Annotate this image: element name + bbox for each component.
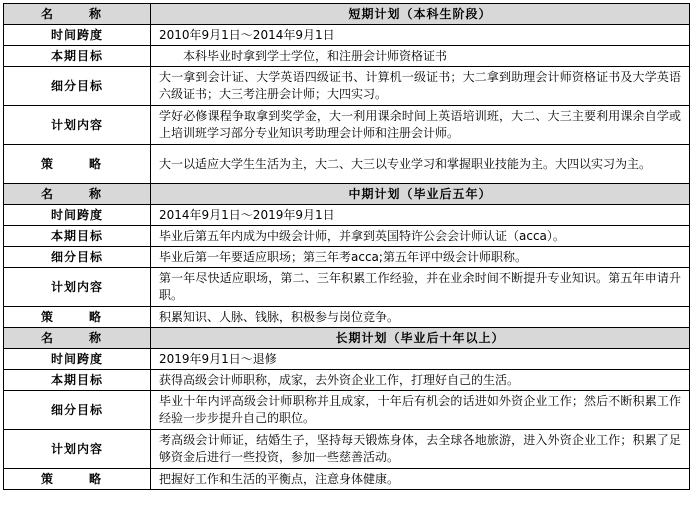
row-value: 毕业后第一年要适应职场；第三年考acca;第五年评中级会计师职称。	[151, 247, 690, 268]
row-label: 本期目标	[4, 46, 151, 67]
table-row	[4, 67, 690, 106]
row-value: 第一年尽快适应职场，第二、三年积累工作经验，并在业余时间不断提升专业知识。第五年申请升职。	[151, 268, 690, 307]
header-label: 名 称	[4, 328, 151, 349]
header-label: 名 称	[4, 4, 151, 25]
row-value: 学好必修课程争取拿到奖学金，大一利用课余时间上英语培训班，大二、大三主要利用课余自学或上培训班学习部分专业知识考助理会计师和注册会计师。	[151, 106, 690, 145]
row-value: 2014年9月1日～2019年9月1日	[151, 205, 690, 226]
section-header-long-term	[4, 328, 690, 349]
row-label: 时间跨度	[4, 205, 151, 226]
row-value: 2010年9月1日～2014年9月1日	[151, 25, 690, 46]
row-label: 策 略	[4, 469, 151, 490]
row-label: 时间跨度	[4, 349, 151, 370]
table-row	[4, 205, 690, 226]
row-value: 2019年9月1日～退修	[151, 349, 690, 370]
row-label: 细分目标	[4, 247, 151, 268]
row-value: 大一拿到会计证、大学英语四级证书、计算机一级证书；大二拿到助理会计师资格证书及大学英语六级证书；大三考注册会计师；大四实习。	[151, 67, 690, 106]
row-value: 获得高级会计师职称，成家，去外资企业工作，打理好自己的生活。	[151, 370, 690, 391]
table-row	[4, 247, 690, 268]
section-header-short-term	[4, 4, 690, 25]
row-value: 毕业后第五年内成为中级会计师，并拿到英国特许公会会计师认证（acca）。	[151, 226, 690, 247]
section-header-mid-term	[4, 184, 690, 205]
table-row	[4, 349, 690, 370]
table-row	[4, 430, 690, 469]
row-value: 考高级会计师证，结婚生子，坚持每天锻炼身体，去全球各地旅游，进入外资企业工作；积累了足够资金后进行一些投资，参加一些慈善活动。	[151, 430, 690, 469]
row-label: 细分目标	[4, 391, 151, 430]
row-value: 毕业十年内评高级会计师职称并且成家，十年后有机会的话进如外资企业工作；然后不断积累工作经验一步步提升自己的职位。	[151, 391, 690, 430]
row-label: 策 略	[4, 307, 151, 328]
row-label: 本期目标	[4, 226, 151, 247]
table-row	[4, 370, 690, 391]
row-value: 大一以适应大学生生活为主，大二、大三以专业学习和掌握职业技能为主。大四以实习为主。	[151, 145, 690, 184]
row-label: 计划内容	[4, 106, 151, 145]
row-label: 本期目标	[4, 370, 151, 391]
career-plan-table	[3, 3, 690, 490]
row-label: 时间跨度	[4, 25, 151, 46]
table-row	[4, 391, 690, 430]
header-label: 名 称	[4, 184, 151, 205]
table-row	[4, 307, 690, 328]
row-label: 策 略	[4, 145, 151, 184]
section-title: 中期计划（毕业后五年）	[151, 184, 690, 205]
section-title: 长期计划（毕业后十年以上）	[151, 328, 690, 349]
section-title: 短期计划（本科生阶段）	[151, 4, 690, 25]
table-row	[4, 145, 690, 184]
table-row	[4, 226, 690, 247]
row-value: 积累知识、人脉、钱脉，积极参与岗位竞争。	[151, 307, 690, 328]
row-label: 计划内容	[4, 430, 151, 469]
table-row	[4, 268, 690, 307]
row-label: 计划内容	[4, 268, 151, 307]
table-row	[4, 25, 690, 46]
table-row	[4, 106, 690, 145]
row-value: 本科毕业时拿到学士学位，和注册会计师资格证书	[151, 46, 690, 67]
row-label: 细分目标	[4, 67, 151, 106]
table-row	[4, 469, 690, 490]
row-value: 把握好工作和生活的平衡点，注意身体健康。	[151, 469, 690, 490]
table-row	[4, 46, 690, 67]
